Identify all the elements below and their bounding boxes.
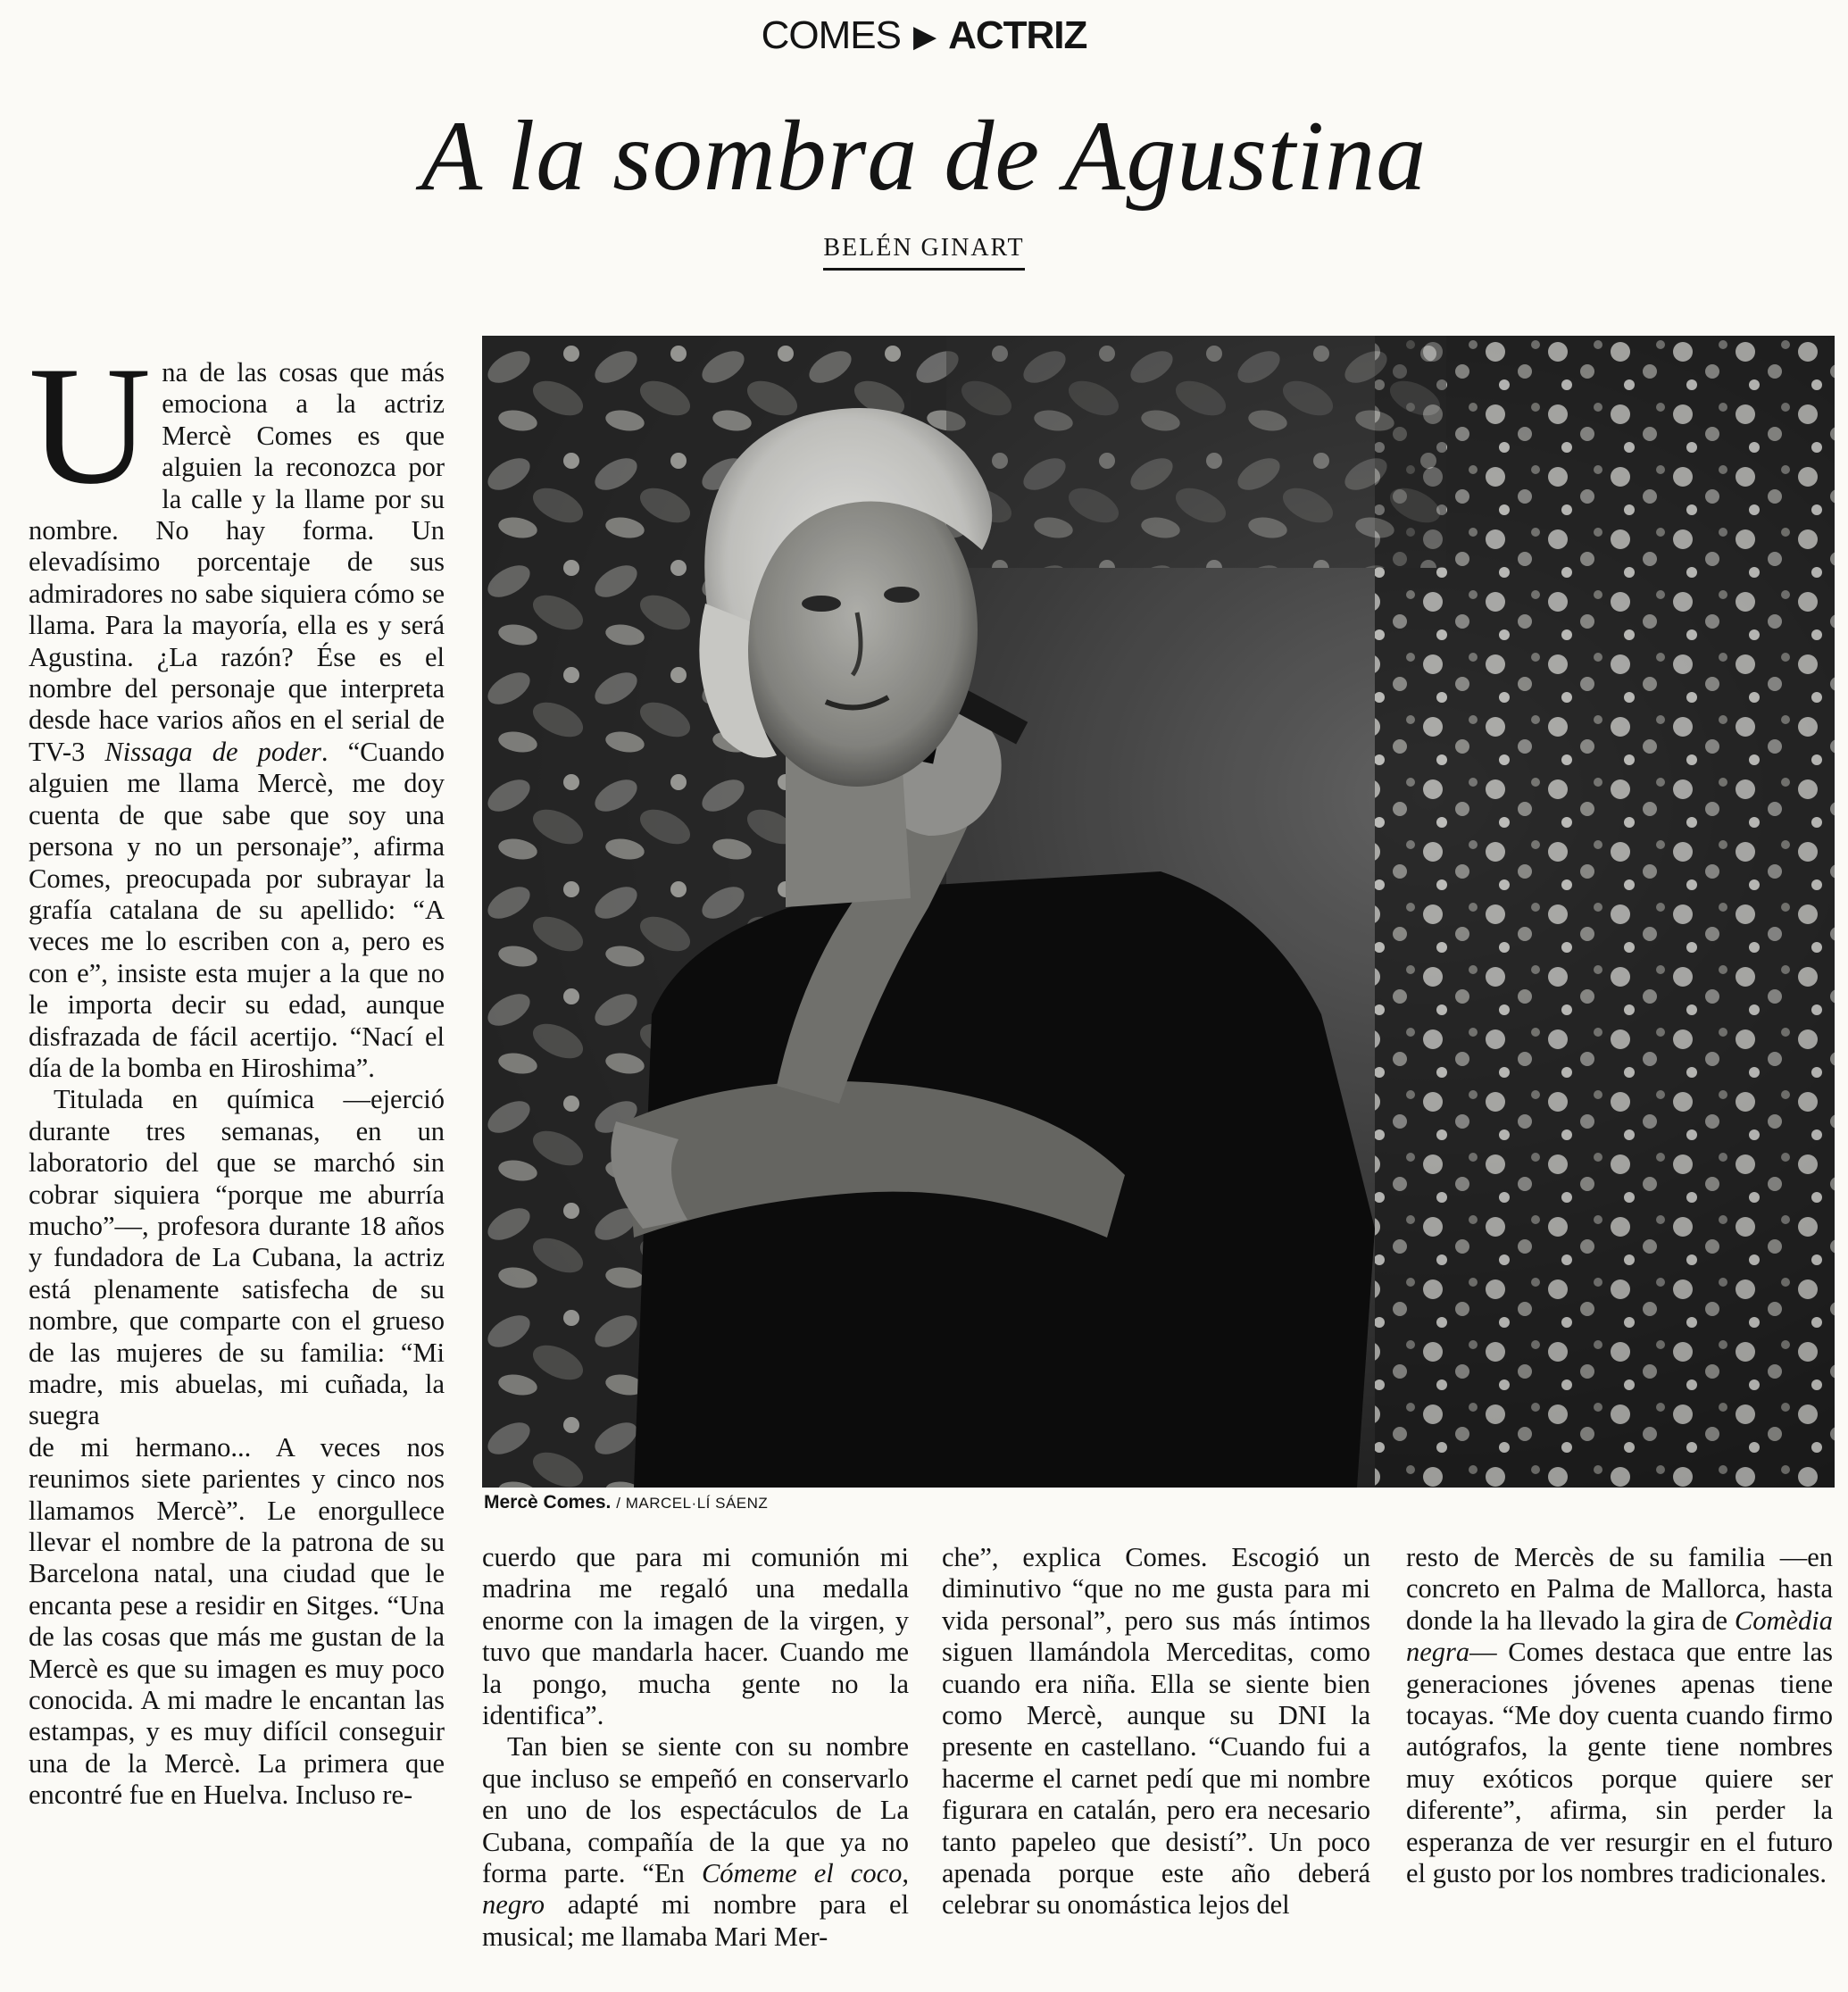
column-2-continuation: cuerdo que para mi comunión mi madrina me regaló una medalla enorme con la imagen de la virgen, y tuvo que mandarla hacer. Cuando me la pongo, mucha gente no la identifica”. [482,1542,909,1731]
caption-name: Mercè Comes. [484,1492,612,1513]
column-1-tail: de mi hermano... A veces nos reunimos siete parientes y cinco nos llamamos Mercè”. Le enorgullece llevar el nombre de la patrona de su Barcelona natal, una ciudad que le encanta pese a residir en Sitges. “Una de las cosas que más me gustan de la Mercè es que su imagen es muy poco conocida. A mi madre le encantan las estampas, y es muy difícil conseguir una de la Mercè. La primera que encontré fue en Huelva. Incluso re- [29,1431,445,1811]
article-column-2 [482,1542,909,1953]
column-2-text-b: Tan bien se siente con su nombre que incluso se empeñó en conservarlo en uno de los espectáculos de La Cubana, compañía de la que ya no forma parte. “En [482,1731,909,1889]
section-kicker [0,9,1848,63]
paragraph-2-head [29,1084,445,1431]
kicker-arrow-icon: ▶ [912,20,936,54]
column-4-text-b: — Comes destaca que entre las generaciones jóvenes apenas tiene tocayas. “Me doy cuenta cuando firmo autógrafos, la gente tiene nombres muy exóticos porque quiere ser diferente”, afirma, sin perder la esperanza de ver resurgir en el futuro el gusto por los nombres tradicionales. [1406,1637,1833,1889]
headline: A la sombra de Agustina [420,101,1428,212]
column-2-text-c: adapté mi nombre para el musical; me llamaba Mari Mer- [482,1889,909,1952]
dropcap-letter: U [29,332,152,520]
paragraph-1-text-b: . “Cuando alguien me llama Mercè, me doy cuenta de que sabe que soy una persona y no un personaje”, afirma Comes, preocupada por subrayar la grafía catalana de su apellido: “A veces me lo escriben con a, pero es con e”, insiste esta mujer a la que no le importa decir su edad, aunque disfrazada de fácil acertijo. “Nací el día de la bomba en Hiroshima”. [29,736,445,1083]
kicker-role: ACTRIZ [948,13,1087,57]
article-column-1 [29,332,445,1812]
paragraph-1 [29,332,445,1084]
musical-title: Cómeme el coco, negro [482,1858,909,1921]
paragraph-3-start [482,1731,909,1953]
paragraph-2-head-text: Titulada en química —ejerció durante tres semanas, en un laboratorio del que se marchó sin cobrar siquiera “porque me aburría mucho”—, profesora durante 18 años y fundadora de La Cubana, la actriz está plenamente satisfecha de su nombre, que comparte con el grueso de las mujeres de su familia: “Mi madre, mis abuelas, mi cuñada, la suegra [29,1084,445,1431]
column-3-text: che”, explica Comes. Escogió un diminutivo “que no me gusta para mi vida personal”, pero sus más íntimos siguen llamándola Merceditas, como cuando era niña. Ella se siente bien como Mercè, aunque su DNI la presente en castellano. “Cuando fui a hacerme el carnet pedí que mi nombre figurara en catalán, pero era necesario tanto papeleo que desistí”. Un poco apenada porque este año deberá celebrar su onomástica lejos del [942,1542,1370,1921]
column-4-text-a: resto de Mercès de su familia —en concreto en Palma de Mallorca, hasta donde la ha llevado la gira de [1406,1542,1833,1636]
column-4-text [1406,1542,1833,1889]
play-title: Comèdia negra [1406,1604,1833,1668]
photo-caption [484,1489,1823,1517]
byline [0,234,1848,271]
article-column-3 [942,1542,1370,1921]
portrait-photo [482,336,1835,1488]
caption-credit: / MARCEL·LÍ SÁENZ [616,1495,769,1512]
byline-author: BELÉN GINART [823,234,1024,271]
article-column-4 [1406,1542,1833,1889]
paragraph-1-text-a: na de las cosas que más emociona a la actriz Mercè Comes es que alguien la reconozca por la calle y la llame por su nombre. No hay forma. Un elevadísimo porcentaje de sus admiradores no sabe siquiera cómo se llama. Para la mayoría, ella es y será Agustina. ¿La razón? Ése es el nombre del personaje que interpreta desde hace varios años en el serial de TV-3 [29,357,445,767]
kicker-name: COMES [761,13,901,57]
paragraph-1-series-title: Nissaga de poder [104,736,321,767]
